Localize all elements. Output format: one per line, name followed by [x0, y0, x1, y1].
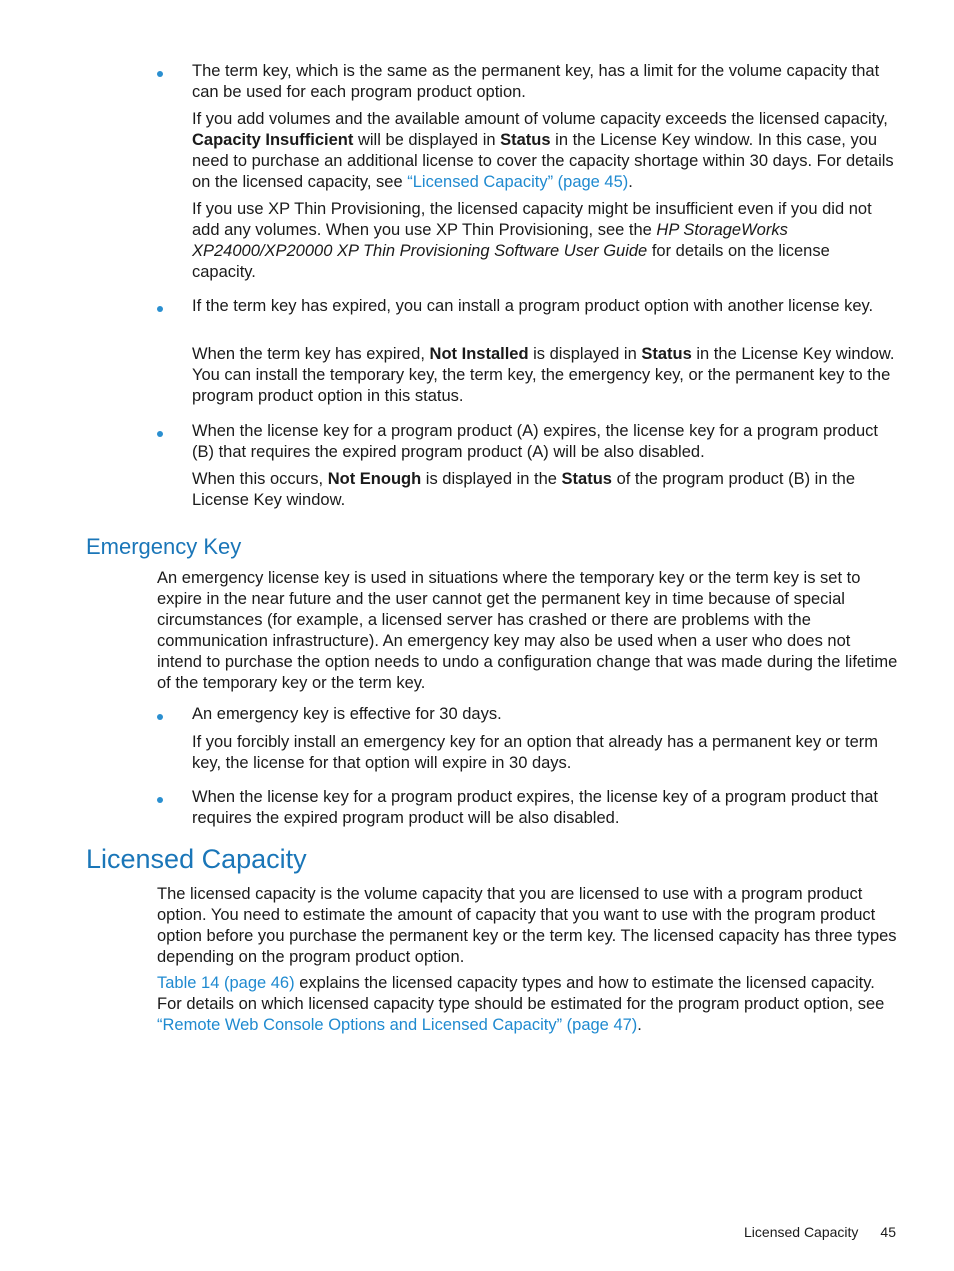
paragraph-capacity-insufficient: If you add volumes and the available amount of volume capacity exceeds the licensed capacity, Capacity Insufficient will be displayed in Status in the License Key window. In this case, you need to purchase an additional license to cover the capacity shortage within 30 days. For details on the licensed capacity, see “Licensed Capacity” (page 45).	[192, 110, 894, 191]
page-footer	[744, 1222, 896, 1242]
paragraph-licensed-capacity-intro: The licensed capacity is the volume capacity that you are licensed to use with a program product option. You need to estimate the amount of capacity that you want to use with the program product option before you purchase the permanent key or the term key. The licensed capacity has three types depending on the program product option.	[157, 885, 897, 966]
link-table-14[interactable]: Table 14 (page 46)	[157, 974, 295, 992]
bullet-emergency-30-days: An emergency key is effective for 30 days.	[192, 705, 502, 723]
paragraph-licensed-capacity-types: Table 14 (page 46) explains the licensed capacity types and how to estimate the licensed capacity. For details on which licensed capacity type should be estimated for the program product option, see “Remote Web Console Options and Licensed Capacity” (page 47).	[157, 974, 885, 1034]
heading-emergency-key: Emergency Key	[86, 534, 242, 559]
paragraph-thin-provisioning: If you use XP Thin Provisioning, the licensed capacity might be insufficient even if you did not add any volumes. When you use XP Thin Provisioning, see the HP StorageWorks XP24000/XP20000 XP Thin Provisioning Software User Guide for details on the license capacity.	[192, 200, 872, 281]
paragraph-not-installed: When the term key has expired, Not Installed is displayed in Status in the License Key window. You can install the temporary key, the term key, the emergency key, or the permanent key to the program product option in this status.	[192, 345, 895, 405]
bullet-emergency-disabled: When the license key for a program product expires, the license key of a program product that requires the expired program product will be also disabled.	[192, 788, 879, 827]
bullet-icon	[157, 71, 163, 77]
bullet-icon	[157, 797, 163, 803]
footer-page-number: 45	[880, 1224, 896, 1240]
heading-licensed-capacity: Licensed Capacity	[86, 844, 307, 874]
footer-section-title: Licensed Capacity	[744, 1224, 859, 1240]
bullet-license-key-a-expires: When the license key for a program product (A) expires, the license key for a program product (B) that requires the expired program product (A) will be also disabled.	[192, 422, 878, 461]
link-remote-web-console[interactable]: “Remote Web Console Options and Licensed Capacity” (page 47)	[157, 1016, 638, 1034]
bullet-icon	[157, 714, 163, 720]
bullet-term-key-expired: If the term key has expired, you can install a program product option with another license key.	[192, 297, 874, 315]
paragraph-not-enough: When this occurs, Not Enough is displayed in the Status of the program product (B) in the License Key window.	[192, 470, 856, 509]
paragraph-emergency-forcibly-install: If you forcibly install an emergency key for an option that already has a permanent key or term key, the license for that option will expire in 30 days.	[192, 733, 879, 772]
link-licensed-capacity[interactable]: “Licensed Capacity” (page 45)	[407, 173, 629, 191]
bullet-icon	[157, 306, 163, 312]
bullet-icon	[157, 431, 163, 437]
bullet-term-key-limit: The term key, which is the same as the permanent key, has a limit for the volume capacity that can be used for each program product option.	[192, 62, 880, 101]
paragraph-emergency-intro: An emergency license key is used in situations where the temporary key or the term key is set to expire in the near future and the user cannot get the permanent key in time because of special circumstances (for example, a licensed server has crashed or there are problems with the communication infrastructure). An emergency key may also be used when a user who does not intend to purchase the option needs to undo a configuration change that was made during the lifetime of the temporary key or the term key.	[157, 569, 898, 692]
